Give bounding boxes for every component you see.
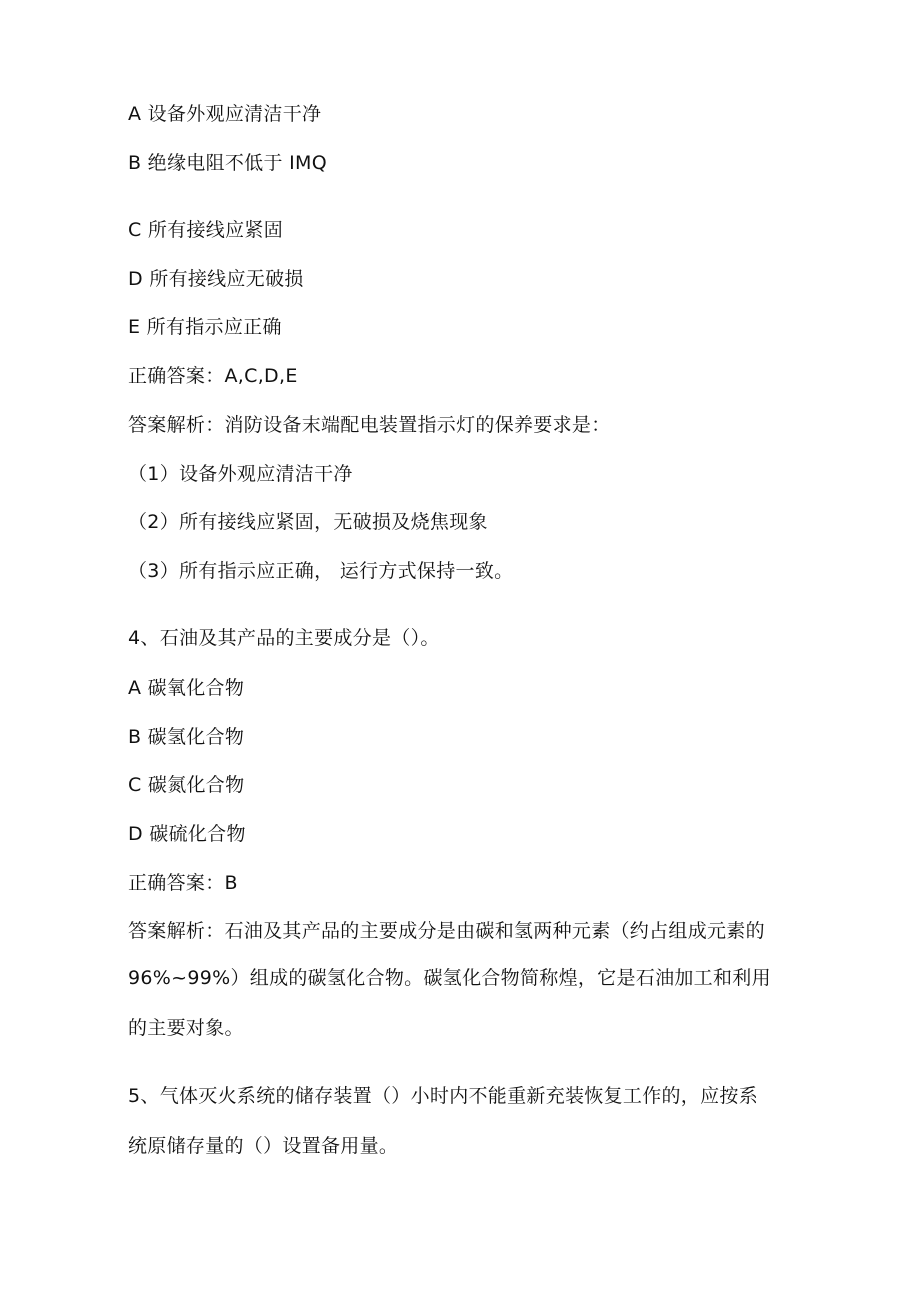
q4-option-d: D 碳硫化合物: [128, 823, 246, 845]
q4-answer: 正确答案：B: [128, 872, 238, 894]
q3-analysis-line-3: （2）所有接线应紧固，无破损及烧焦现象: [128, 511, 488, 533]
q5-question-line-2: 统原储存量的（）设置备用量。: [128, 1135, 399, 1157]
q4-question: 4、石油及其产品的主要成分是（）。: [128, 627, 440, 649]
q3-analysis-line-1: 答案解析：消防设备末端配电装置指示灯的保养要求是：: [128, 414, 611, 436]
q4-option-c: C 碳氮化合物: [128, 774, 245, 796]
q4-option-a: A 碳氧化合物: [128, 677, 245, 699]
q3-option-a: A 设备外观应清洁干净: [128, 103, 322, 125]
q3-option-d: D 所有接线应无破损: [128, 268, 304, 290]
q3-analysis-line-2: （1）设备外观应清洁干净: [128, 463, 353, 485]
q4-option-b: B 碳氢化合物: [128, 726, 245, 748]
q3-option-e: E 所有指示应正确: [128, 316, 282, 338]
q5-question-line-1: 5、气体灭火系统的储存装置（）小时内不能重新充装恢复工作的，应按系: [128, 1085, 758, 1107]
q4-analysis-line-3: 的主要对象。: [128, 1017, 244, 1039]
q3-answer: 正确答案：A,C,D,E: [128, 365, 298, 387]
q4-analysis-line-1: 答案解析：石油及其产品的主要成分是由碳和氢两种元素（约占组成元素的: [128, 920, 765, 942]
q3-analysis-line-4: （3）所有指示应正确， 运行方式保持一致。: [128, 560, 514, 582]
q4-analysis-line-2: 96%~99%）组成的碳氢化合物。碳氢化合物简称煌，它是石油加工和利用: [128, 967, 771, 989]
q3-option-c: C 所有接线应紧固: [128, 219, 284, 241]
q3-option-b: B 绝缘电阻不低于 IMQ: [128, 152, 327, 174]
